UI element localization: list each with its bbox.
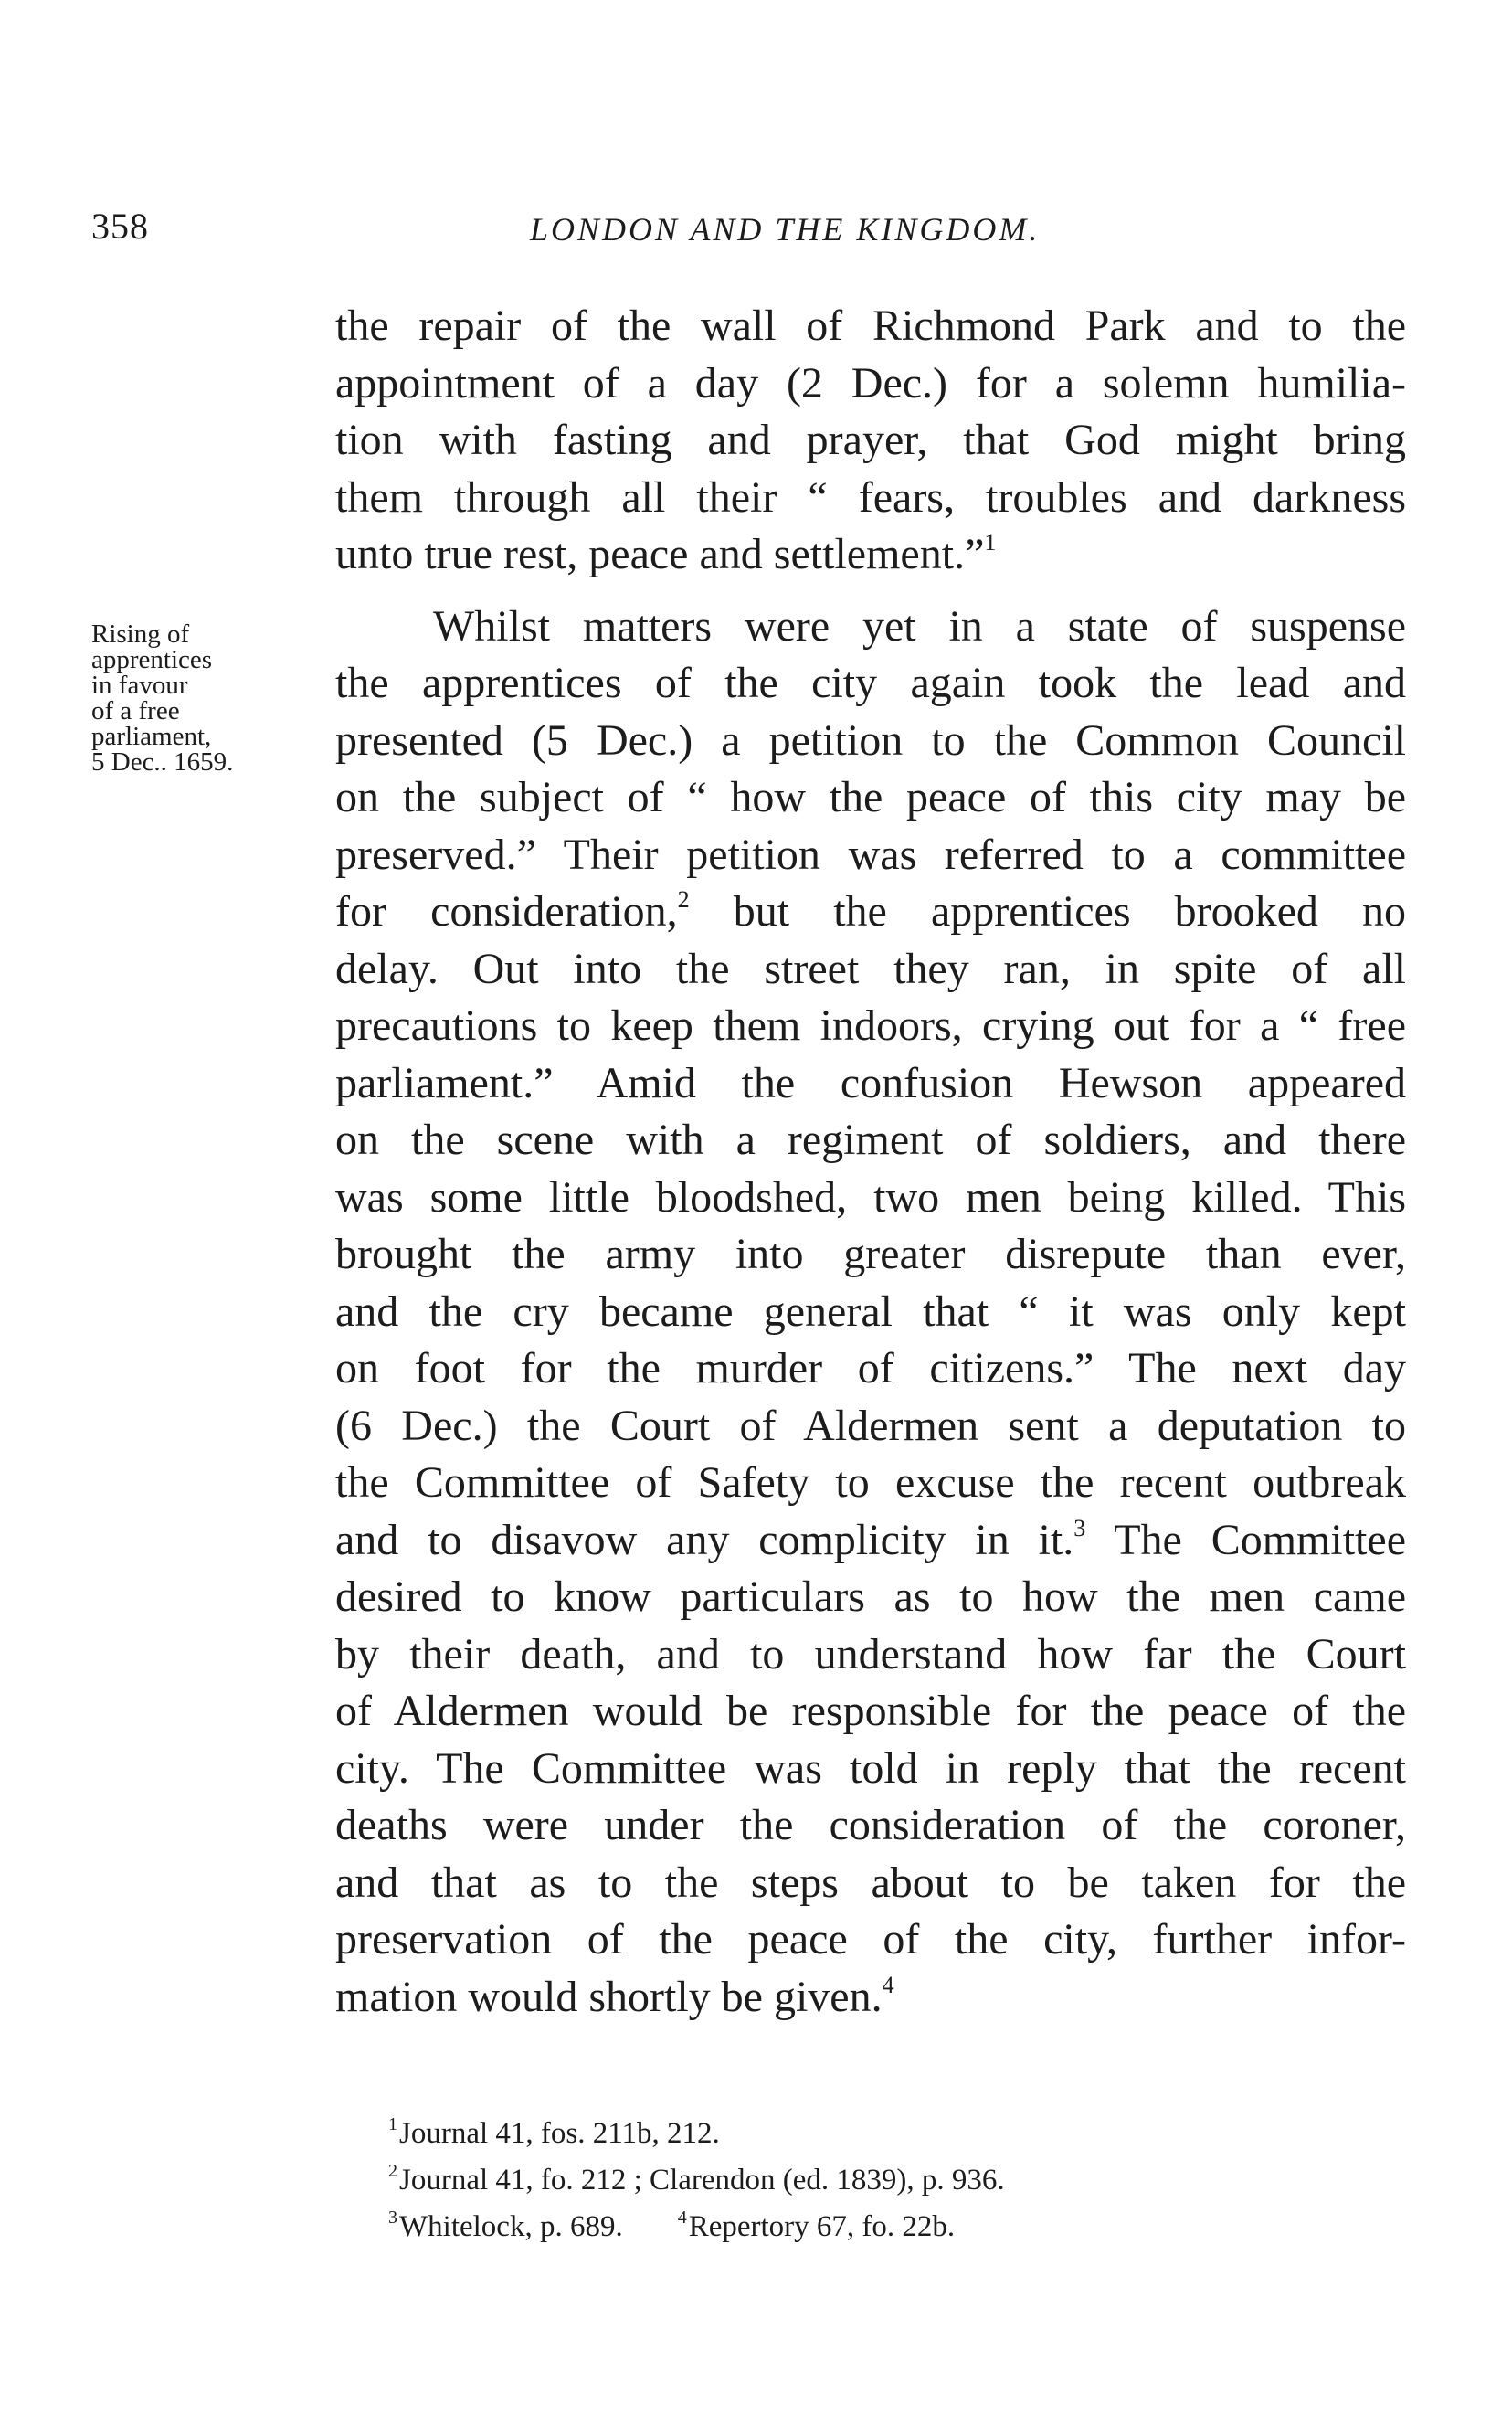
text-fragment: The Committee <box>1085 1515 1407 1564</box>
footnote-mark: 3 <box>388 2208 397 2228</box>
text-line: city. The Committee was told in reply that the recent <box>335 1743 1406 1793</box>
footnote-1 <box>388 2111 1393 2157</box>
footnotes <box>388 2111 1393 2250</box>
footnote-3-and-4 <box>388 2204 1393 2250</box>
footnote-2 <box>388 2157 1393 2204</box>
text-line: was some little bloodshed, two men being killed. This <box>335 1172 1406 1222</box>
margin-note-line: apprentices <box>91 645 213 674</box>
text-line: on the scene with a regiment of soldiers, and there <box>335 1116 1406 1164</box>
footnote-text: Journal 41, fos. 211b, 212. <box>399 2117 720 2150</box>
main-text <box>335 298 1406 2026</box>
paragraph-2 <box>335 598 1406 2027</box>
text-line: the repair of the wall of Richmond Park and to the <box>335 302 1406 350</box>
text-line: delay. Out into the street they ran, in spite of all <box>335 944 1406 993</box>
text-line: appointment of a day (2 Dec.) for a solemn humilia- <box>335 358 1406 408</box>
text-line: desired to know particulars as to how the men came <box>335 1572 1406 1621</box>
text-line: preserved.” Their petition was referred to a committee <box>335 830 1406 879</box>
text-line: and that as to the steps about to be taken for the <box>335 1858 1406 1907</box>
text-line: and the cry became general that “ it was only kept <box>335 1286 1406 1336</box>
text-line <box>335 1512 1406 1570</box>
text-line: preservation of the peace of the city, further infor- <box>335 1915 1406 1964</box>
margin-note-line: Rising of <box>91 619 190 649</box>
text-line: by their death, and to understand how far the Court <box>335 1629 1406 1678</box>
footnote-ref-1: 1 <box>984 529 997 556</box>
margin-note-line: of a free <box>91 696 180 725</box>
text-fragment: but the apprentices brooked no <box>689 887 1406 936</box>
footnote-mark: 4 <box>677 2208 687 2228</box>
text-line: parliament.” Amid the confusion Hewson appeared <box>335 1058 1406 1107</box>
footnote-ref-2: 2 <box>677 886 690 913</box>
footnote-text: Whitelock, p. 689. <box>399 2210 623 2243</box>
text-line: on the subject of “ how the peace of this city may be <box>335 773 1406 821</box>
text-line: the apprentices of the city again took the lead and <box>335 659 1406 707</box>
text-line <box>335 1969 1406 2027</box>
text-line: deaths were under the consideration of the coroner, <box>335 1801 1406 1849</box>
text-line: them through all their “ fears, troubles and darkness <box>335 472 1406 522</box>
text-line: on foot for the murder of citizens.” The next day <box>335 1344 1406 1392</box>
text-line: of Aldermen would be responsible for the peace of the <box>335 1687 1406 1735</box>
paragraph-1 <box>335 298 1406 584</box>
running-title: LONDON AND THE KINGDOM. <box>530 211 1041 248</box>
margin-note-line: in favour <box>91 671 188 700</box>
text-line: presented (5 Dec.) a petition to the Common Council <box>335 715 1406 765</box>
text-fragment: and to disavow any complicity in it. <box>335 1515 1074 1564</box>
footnote-mark: 2 <box>388 2161 397 2181</box>
text-line <box>335 526 1406 584</box>
margin-note-line: parliament, <box>91 722 212 751</box>
footnote-ref-3: 3 <box>1073 1514 1086 1541</box>
footnote-text: Repertory 67, fo. 22b. <box>688 2210 956 2243</box>
text-line: the Committee of Safety to excuse the recent outbreak <box>335 1458 1406 1507</box>
text-line: Whilst matters were yet in a state of suspense <box>433 601 1406 651</box>
text-line: (6 Dec.) the Court of Aldermen sent a deputation to <box>335 1401 1406 1450</box>
text-fragment: for consideration, <box>335 887 678 936</box>
margin-note <box>91 621 320 775</box>
paragraph-gap <box>335 584 1406 598</box>
text-line: brought the army into greater disrepute than ever, <box>335 1230 1406 1278</box>
text-line: tion with fasting and prayer, that God might bring <box>335 416 1406 464</box>
text-fragment: unto true rest, peace and settlement.” <box>335 530 985 578</box>
text-fragment: mation would shortly be given. <box>335 1972 883 2021</box>
margin-note-line: 5 Dec.. 1659. <box>91 747 234 777</box>
text-line: precautions to keep them indoors, crying out for a “ free <box>335 1001 1406 1050</box>
footnote-text: Journal 41, fo. 212 ; Clarendon (ed. 1839), p. 936. <box>399 2164 1005 2197</box>
page-number: 358 <box>91 206 149 247</box>
footnote-ref-4: 4 <box>882 1971 894 1998</box>
text-line <box>335 884 1406 941</box>
footnote-mark: 1 <box>388 2114 397 2134</box>
